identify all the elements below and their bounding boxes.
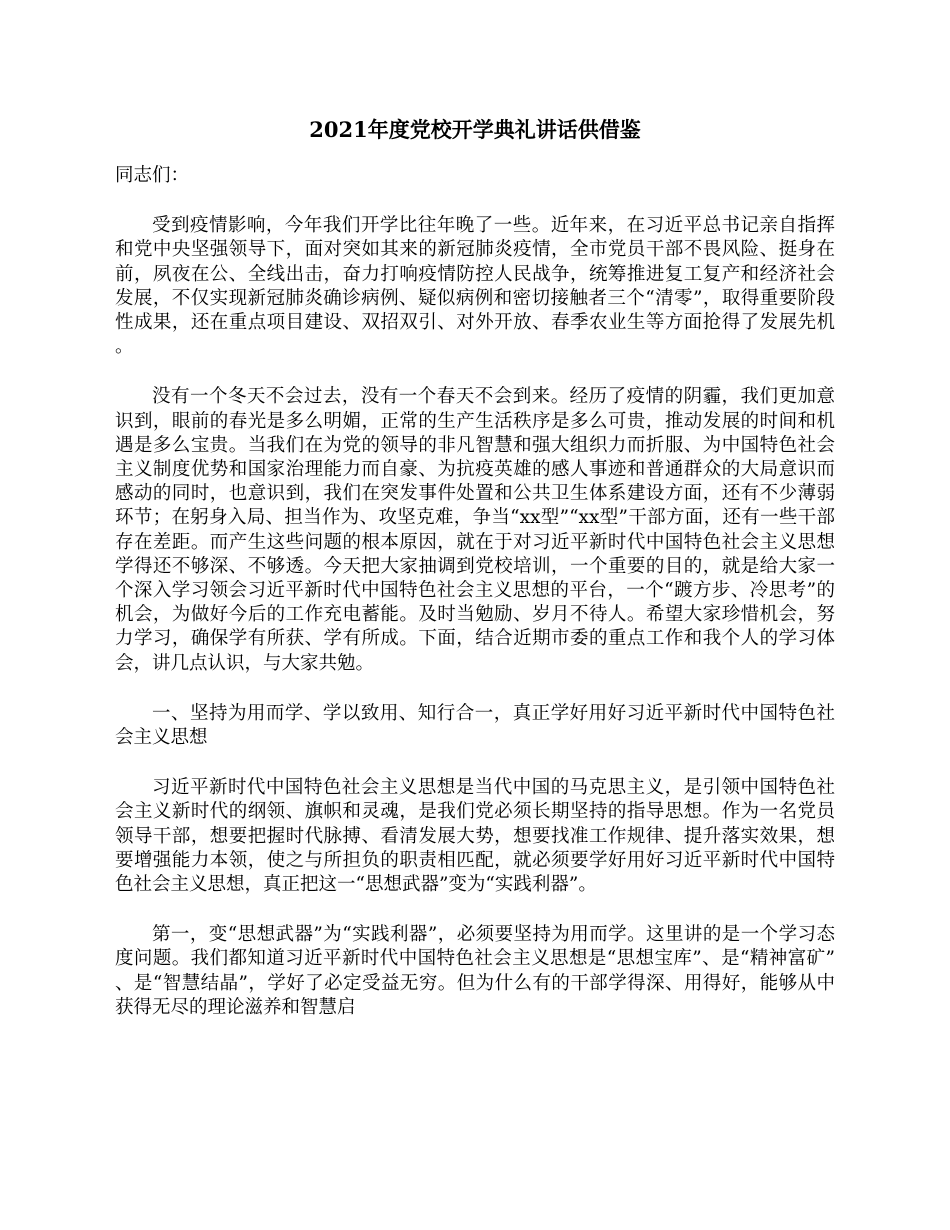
paragraph-thought: 习近平新时代中国特色社会主义思想是当代中国的马克思主义，是引领中国特色社会主义新时代的纲领、旗帜和灵魂，是我们党必须长期坚持的指导思想。作为一名党员领导干部，想要把握时代脉搏、看清发展大势，想要找准工作规律、提升落实效果，想要增强能力本领，使之与所担负的职责相匹配，就必须要学好用好习近平新时代中国特色社会主义思想，真正把这一“思想武器”变为“实践利器”。 — [115, 777, 835, 896]
document-title: 2021年度党校开学典礼讲话供借鉴 — [309, 117, 641, 142]
document-body — [115, 164, 835, 1046]
paragraph-first-point: 第一，变“思想武器”为“实践利器”，必须要坚持为用而学。这里讲的是一个学习态度问题。我们都知道习近平新时代中国特色社会主义思想是“思想宝库”、是“精神富矿”、是“智慧结晶”，学好了必定受益无穷。但为什么有的干部学得深、用得好，能够从中获得无尽的理论滋养和智慧启 — [115, 924, 835, 1018]
section-heading-1: 一、坚持为用而学、学以致用、知行合一，真正学好用好习近平新时代中国特色社会主义思想 — [115, 702, 835, 749]
paragraph-reflection: 没有一个冬天不会过去，没有一个春天不会到来。经历了疫情的阴霾，我们更加意识到，眼前的春光是多么明媚，正常的生产生活秩序是多么可贵，推动发展的时间和机遇是多么宝贵。当我们在为党的领导的非凡智慧和强大组织力而折服、为中国特色社会主义制度优势和国家治理能力而自豪、为抗疫英雄的感人事迹和普通群众的大局意识而感动的同时，也意识到，我们在突发事件处置和公共卫生体系建设方面，还有不少薄弱环节；在躬身入局、担当作为、攻坚克难，争当“xx型”“xx型”干部方面，还有一些干部存在差距。而产生这些问题的根本原因，就在于对习近平新时代中国特色社会主义思想学得还不够深、不够透。今天把大家抽调到党校培训，一个重要的目的，就是给大家一个深入学习领会习近平新时代中国特色社会主义思想的平台，一个“踱方步、冷思考”的机会，为做好今后的工作充电蓄能。及时当勉励、岁月不待人。希望大家珍惜机会，努力学习，确保学有所获、学有所成。下面，结合近期市委的重点工作和我个人的学习体会，讲几点认识，与大家共勉。 — [115, 386, 835, 674]
paragraph-intro: 受到疫情影响，今年我们开学比往年晚了一些。近年来，在习近平总书记亲自指挥和党中央坚强领导下，面对突如其来的新冠肺炎疫情，全市党员干部不畏风险、挺身在前，夙夜在公、全线出击，奋力打响疫情防控人民战争，统筹推进复工复产和经济社会发展，不仅实现新冠肺炎确诊病例、疑似病例和密切接触者三个“清零”，取得重要阶段性成果，还在重点项目建设、双招双引、对外开放、春季农业生等方面抢得了发展先机。 — [115, 215, 835, 358]
salutation: 同志们： — [115, 165, 190, 186]
